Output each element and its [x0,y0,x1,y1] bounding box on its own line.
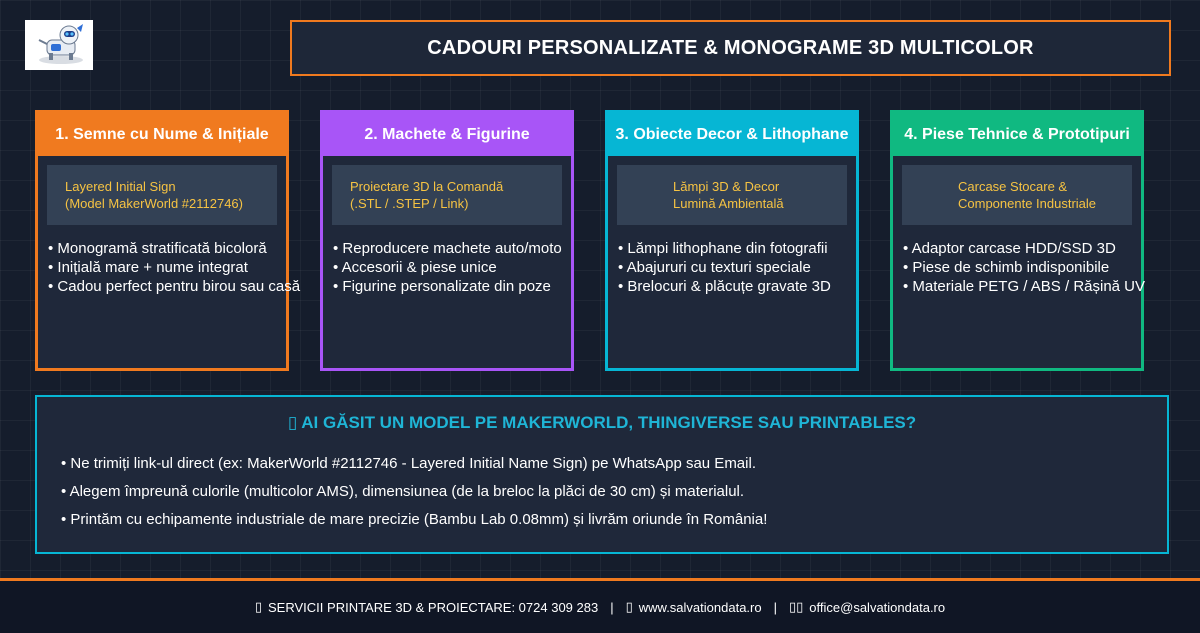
card-title: 3. Obiecte Decor & Lithophane [608,113,856,156]
list-item: • Adaptor carcase HDD/SSD 3D [903,239,1141,258]
list-item: • Printăm cu echipamente industriale de mare precizie (Bambu Lab 0.08mm) și livrăm oriunde în România! [61,511,1167,539]
logo [25,20,93,70]
card-bullet-list [893,239,1146,296]
card-bullet-list [323,239,571,296]
card-machete [320,110,574,371]
card-subtitle-line1: Carcase Stocare & [958,179,1068,194]
robot-dog-icon [25,20,93,70]
card-subtitle [47,165,277,225]
list-item: • Materiale PETG / ABS / Rășină UV [903,277,1141,296]
card-subtitle-line1: Proiectare 3D la Comandă [350,179,504,194]
card-bullet-list [38,239,301,296]
globe-icon: ▯ [625,599,633,614]
footer [0,578,1200,633]
list-item: • Inițială mare + nume integrat [48,258,286,277]
card-subtitle-line2: (Model MakerWorld #2112746) [65,196,243,211]
card-bullet-list [608,239,856,296]
card-subtitle-line2: Componente Industriale [958,196,1097,211]
card-subtitle-line1: Lămpi 3D & Decor [673,179,780,194]
footer-email-link[interactable]: office@salvationdata.ro [809,599,946,615]
list-item: • Accesorii & piese unice [333,258,571,277]
email-icon: ▯▯ [788,599,804,614]
card-decor [605,110,859,371]
list-item: • Alegem împreună culorile (multicolor AMS), dimensiunea (de la breloc la plăci de 30 cm) și materialul. [61,483,1167,511]
list-item: • Reproducere machete auto/moto [333,239,571,258]
card-subtitle [617,165,847,225]
footer-website-link[interactable]: www.salvationdata.ro [638,599,762,615]
info-question [37,413,1167,433]
card-subtitle-line2: Lumină Ambientală [673,196,784,211]
list-item: • Figurine personalizate din poze [333,277,571,296]
list-item: • Cadou perfect pentru birou sau casă [48,277,286,296]
card-piese-tehnice [890,110,1144,371]
card-title: 2. Machete & Figurine [323,113,571,156]
footer-separator: | [773,599,777,615]
card-title: 1. Semne cu Nume & Inițiale [38,113,286,156]
footer-separator: | [610,599,614,615]
card-subtitle-line2: (.STL / .STEP / Link) [350,196,469,211]
list-item: • Piese de schimb indisponibile [903,258,1141,277]
card-title: 4. Piese Tehnice & Prototipuri [893,113,1141,156]
card-subtitle [902,165,1132,225]
card-subtitle-line1: Layered Initial Sign [65,179,176,194]
card-subtitle [332,165,562,225]
info-panel [35,395,1169,554]
list-item: • Ne trimiți link-ul direct (ex: MakerWorld #2112746 - Layered Initial Name Sign) pe WhatsApp sau Email. [61,455,1167,483]
list-item: • Lămpi lithophane din fotografii [618,239,856,258]
card-semne [35,110,301,371]
missing-glyph-icon: ▯ [287,413,298,432]
list-item: • Abajururi cu texturi speciale [618,258,856,277]
phone-icon: ▯ [254,599,263,614]
info-bullet-list [37,455,1167,539]
footer-phone[interactable]: SERVICII PRINTARE 3D & PROIECTARE: 0724 309 283 [268,599,599,615]
info-question-text: AI GĂSIT UN MODEL PE MAKERWORLD, THINGIVERSE SAU PRINTABLES? [301,413,917,432]
list-item: • Monogramă stratificată bicoloră [48,239,286,258]
list-item: • Brelocuri & plăcuțe gravate 3D [618,277,856,296]
page-title: CADOURI PERSONALIZATE & MONOGRAME 3D MULTICOLOR [290,20,1171,76]
